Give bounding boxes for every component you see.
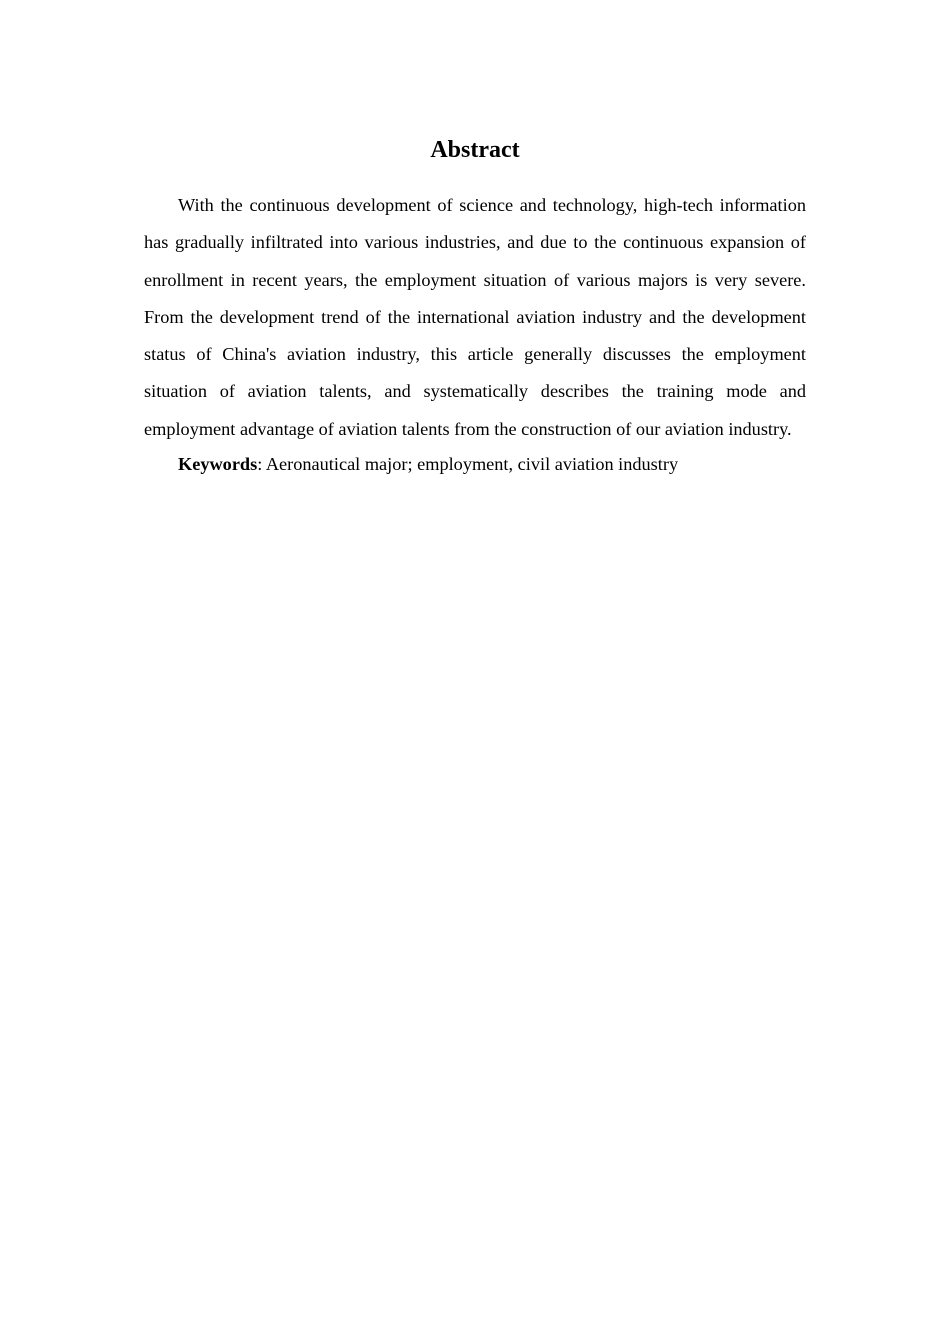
abstract-title: Abstract xyxy=(430,137,520,163)
keywords-separator: : xyxy=(257,454,266,475)
keywords-label: Keywords xyxy=(178,454,258,475)
abstract-body: With the continuous development of science and technology, high-tech information has gradually infiltrated into various industries, and due to the continuous expansion of enrollment in recent years, the employment situation of various majors is very severe. From the development trend of the international aviation industry and the development status of China's aviation industry, this article generally discusses the employment situation of aviation talents, and systematically describes the training mode and employment advantage of aviation talents from the construction of our aviation industry. xyxy=(144,195,806,439)
abstract-section xyxy=(144,133,806,483)
keywords-value: Aeronautical major; employment, civil aviation industry xyxy=(265,454,679,475)
keywords-line xyxy=(144,446,806,483)
